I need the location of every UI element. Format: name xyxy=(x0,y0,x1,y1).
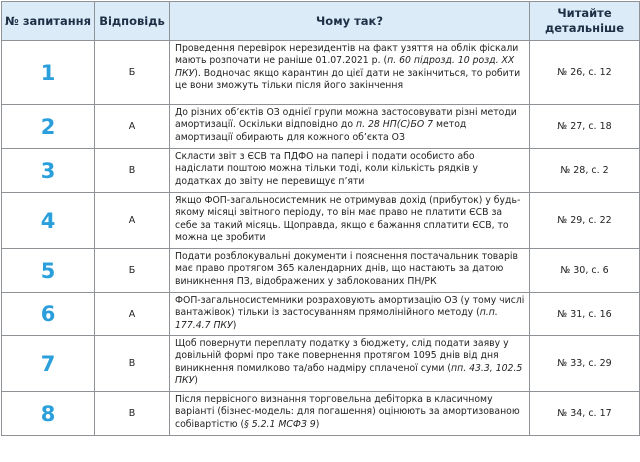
header-read-more: Читайте детальніше xyxy=(530,2,640,41)
table-row xyxy=(2,149,640,193)
reference: № 26, с. 12 xyxy=(530,41,640,105)
table-row xyxy=(2,193,640,249)
explanation-text: Якщо ФОП-загальносистемник не отримував дохід (прибуток) у будь-якому місяці звітного періоду, то він має право не платити ЄСВ за себе за такий місяць. Щоправда, якщо є бажання сплатити ЄСВ, то можна це зробити xyxy=(175,195,521,244)
header-why: Чому так? xyxy=(170,2,530,41)
question-number: 1 xyxy=(2,41,95,105)
question-number: 4 xyxy=(2,193,95,249)
table-row xyxy=(2,249,640,293)
table-header-row xyxy=(2,2,640,41)
explanation-text: Подати розблокувальні документи і пояснення постачальник товарів має право протягом 365 календарних днів, що настають за датою виникнення ПЗ, відображених у заблокованих ПН/РК xyxy=(175,251,518,287)
answers-table-container xyxy=(1,1,639,461)
explanation xyxy=(170,41,530,105)
explanation xyxy=(170,293,530,336)
answer-letter: В xyxy=(95,336,170,392)
question-number: 3 xyxy=(2,149,95,193)
question-number: 7 xyxy=(2,336,95,392)
reference: № 30, с. 6 xyxy=(530,249,640,293)
answer-letter: А xyxy=(95,105,170,149)
legal-reference-text: п. 60 підрозд. 10 розд. XX ПКУ xyxy=(175,55,515,79)
explanation-text: ФОП-загальносистемники розраховують амортизацію ОЗ (у тому числі вантажівок) тільки із застосуванням прямолінійного методу ( xyxy=(175,295,525,319)
answers-table xyxy=(1,1,640,436)
answer-letter: А xyxy=(95,193,170,249)
reference: № 29, с. 22 xyxy=(530,193,640,249)
header-question-number: № запитання xyxy=(2,2,95,41)
explanation xyxy=(170,193,530,249)
explanation-text: ) xyxy=(232,319,237,331)
question-number: 8 xyxy=(2,392,95,436)
answer-letter: Б xyxy=(95,249,170,293)
reference: № 33, с. 29 xyxy=(530,336,640,392)
reference: № 31, с. 16 xyxy=(530,293,640,336)
question-number: 2 xyxy=(2,105,95,149)
reference: № 27, с. 18 xyxy=(530,105,640,149)
table-row xyxy=(2,336,640,392)
explanation-text: Після первісного визнання торговельна дебіторка в класичному варіанті (бізнес-модель: для погашення) оцінюють за амортизованою собівартістю ( xyxy=(175,394,520,430)
explanation-text: До різних об’єктів ОЗ однієї групи можна застосовувати різні методи амортизації. Оскільки відповідно до xyxy=(175,107,517,131)
explanation-text: Скласти звіт з ЄСВ та ПДФО на папері і подати особисто або надіслати поштою можна тільки тоді, коли кількість рядків у додатках до звіту не перевищує п’яти xyxy=(175,151,479,187)
explanation-text: метод амортизації обирають для кожного об’єкта ОЗ xyxy=(175,119,467,143)
table-row xyxy=(2,41,640,105)
answer-letter: Б xyxy=(95,41,170,105)
explanation xyxy=(170,149,530,193)
explanation xyxy=(170,336,530,392)
explanation-text: ) xyxy=(315,418,320,430)
legal-reference-text: п.п. 177.4.7 ПКУ xyxy=(175,307,498,331)
explanation-text: Проведення перевірок нерезидентів на факт узяття на облік фіскали мають розпочати не раніше 01.07.2021 р. ( xyxy=(175,43,519,67)
answer-letter: В xyxy=(95,392,170,436)
table-row xyxy=(2,392,640,436)
legal-reference-text: пп. 43.3, 102.5 ПКУ xyxy=(175,362,523,387)
question-number: 6 xyxy=(2,293,95,336)
table-row xyxy=(2,293,640,336)
explanation xyxy=(170,249,530,293)
reference: № 28, с. 2 xyxy=(530,149,640,193)
explanation xyxy=(170,392,530,436)
legal-reference-text: п. 28 НП(С)БО 7 xyxy=(356,119,434,131)
table-row xyxy=(2,105,640,149)
explanation-text: ). Водночас якщо карантин до цієї дати не закінчиться, то робити це вони зможуть тільки після його закінчення xyxy=(175,67,521,92)
legal-reference-text: § 5.2.1 МСФЗ 9 xyxy=(244,418,316,430)
reference: № 34, с. 17 xyxy=(530,392,640,436)
question-number: 5 xyxy=(2,249,95,293)
answer-letter: А xyxy=(95,293,170,336)
header-answer: Відповідь xyxy=(95,2,170,41)
answer-letter: В xyxy=(95,149,170,193)
explanation-text: ) xyxy=(194,375,198,387)
explanation-text: Щоб повернути переплату податку з бюджету, слід подати заяву у довільній формі про таке повернення протягом 1095 днів від дня виникнення помилково та/або надміру сплаченої суми ( xyxy=(175,338,509,374)
explanation xyxy=(170,105,530,149)
